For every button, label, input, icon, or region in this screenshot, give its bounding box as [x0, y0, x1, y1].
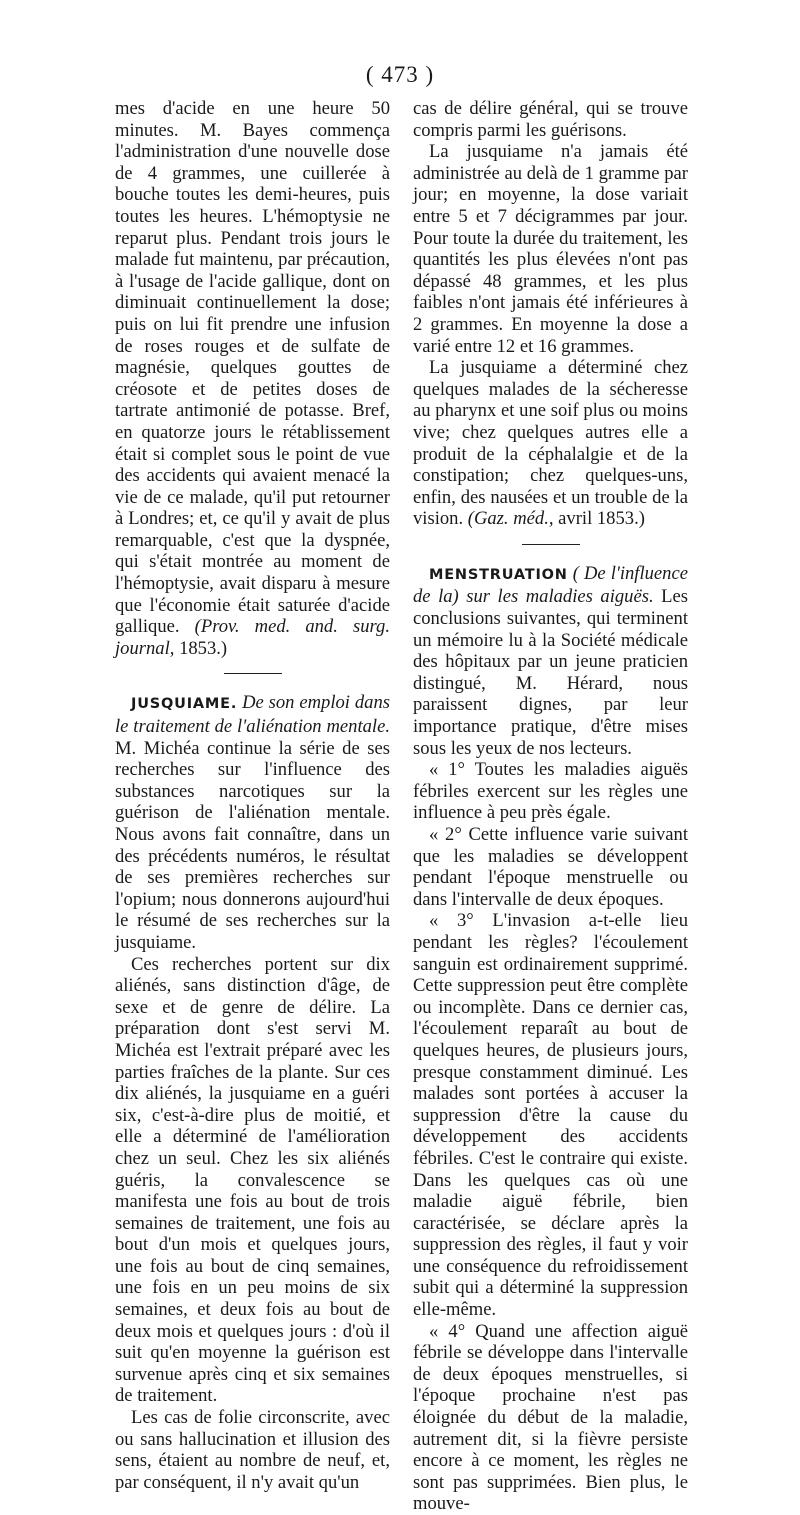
delirium-paragraph: cas de délire général, qui se trouve compris parmi les guérisons.	[413, 98, 688, 141]
conclusion-3: « 3° L'invasion a-t-elle lieu pendant les règles? l'écoulement sanguin est ordinairement supprimé. Cette suppression peut être complète ou incomplète. Dans ce dernier cas, l'écoulement reparaît au bout de quelques heures, de plusieurs jours, presque constamment diminué. Les malades sont portées à accuser la suppression d'être la cause du développement des accidents fébriles. C'est le contraire qui existe. Dans les quelques cas où une maladie aiguë fébrile, bien caractérisée, se déclare après la suppression des règles, il faut y voir une conséquence du refroidissement subit qui a déterminé la suppression elle-même.	[413, 910, 688, 1321]
jusquiame-intro-text: M. Michéa continue la série de ses recherches sur l'influence des substances narcotiques sur la guérison de l'aliénation mentale. Nous avons fait connaître, dans un des précédents numéros, le résultat de ses premières recherches sur l'opium; nous donnerons aujourd'hui le résumé de ses recherches sur la jusquiame.	[115, 737, 390, 953]
side-effects-citation: (Gaz. méd.,	[467, 508, 554, 530]
side-effects-text: La jusquiame a déterminé chez quelques malades de la sécheresse au pharynx et une soif plus ou moins vive; chez quelques autres elle a produit de la céphalalgie et de la constipation; chez quelques-uns, enfin, des nausées et un trouble de la vision.	[413, 357, 688, 530]
menstruation-subtitle: ( De l'influence de la) sur les maladies aiguës.	[413, 562, 688, 608]
left-column	[115, 98, 390, 1493]
section-divider	[522, 544, 580, 545]
conclusion-2: « 2° Cette influence varie suivant que les maladies se développent pendant l'époque menstruelle ou dans l'intervalle de deux époques.	[413, 824, 688, 910]
right-column	[413, 98, 688, 1515]
section-divider	[224, 673, 282, 674]
jusquiame-heading: JUSQUIAME.	[131, 696, 238, 713]
dosage-paragraph: La jusquiame n'a jamais été administrée au delà de 1 gramme par jour; en moyenne, la dose variait entre 5 et 7 décigrammes par jour. Pour toute la durée du traitement, les quantités les plus élevées n'ont pas dépassé 48 grammes, et les plus faibles n'ont jamais été inférieures à 2 grammes. En moyenne la dose a varié entre 12 et 16 grammes.	[413, 141, 688, 357]
menstruation-intro-text: Les conclusions suivantes, qui terminent un mémoire lu à la Société médicale des hôpitaux par un jeune praticien distingué, M. Hérard, nous paraissent dignes, par leur importance pratique, d'être mises sous les yeux de nos lecteurs.	[413, 586, 688, 759]
jusquiame-subtitle: De son emploi dans le traitement de l'aliénation mentale.	[115, 692, 390, 738]
gallic-acid-citation-year: 1853.)	[179, 637, 228, 659]
gallic-acid-paragraph	[115, 98, 390, 659]
page-number: ( 473 )	[365, 62, 435, 87]
conclusion-4: « 4° Quand une affection aiguë fébrile se développe dans l'intervalle de deux époques menstruelles, si l'époque prochaine n'est pas éloignée du début de la maladie, autrement dit, si la fièvre persiste encore à ce moment, les règles ne sont pas supprimées. Bien plus, le mouve-	[413, 1320, 688, 1515]
menstruation-intro-paragraph	[413, 563, 688, 759]
jusquiame-intro-paragraph	[115, 692, 390, 953]
side-effects-paragraph	[413, 357, 688, 530]
gallic-acid-citation: (Prov. med. and. surg. journal,	[115, 616, 390, 659]
menstruation-heading: MENSTRUATION	[429, 566, 568, 583]
side-effects-citation-date: avril 1853.)	[558, 508, 645, 530]
gallic-acid-text: mes d'acide en une heure 50 minutes. M. Bayes commença l'administration d'une nouvelle dose de 4 grammes, une cuillerée à bouche toutes les demi-heures, puis toutes les heures. L'hémoptysie ne reparut plus. Pendant trois jours le malade fut maintenu, par précaution, à l'usage de l'acide gallique, dont on diminuait continuellement la dose; puis on lui fit prendre une infusion de roses rouges et de sulfate de magnésie, quelques gouttes de créosote et de petites doses de tartrate antimonié de potasse. Bref, en quatorze jours le rétablissement était si complet sous le point de vue des accidents qui avaient menacé la vie de ce malade, qu'il put retourner à Londres; et, ce qu'il y avait de plus remarquable, c'est que la dyspnée, qui s'était montrée au moment de l'hémoptysie, avait disparu à mesure que l'économie était saturée d'acide gallique.	[115, 98, 390, 638]
jusquiame-cases-paragraph: Les cas de folie circonscrite, avec ou sans hallucination et illusion des sens, étaient au nombre de neuf, et, par conséquent, il n'y avait qu'un	[115, 1407, 390, 1493]
jusquiame-results-paragraph: Ces recherches portent sur dix aliénés, sans distinction d'âge, de sexe et de genre de délire. La préparation dont s'est servi M. Michéa est l'extrait préparé avec les parties fraîches de la plante. Sur ces dix aliénés, la jusquiame en a guéri six, c'est-à-dire plus de moitié, et elle a déterminé de l'amélioration chez un seul. Chez les six aliénés guéris, la convalescence se manifesta une fois au bout de trois semaines de traitement, une fois au bout d'un mois et quelques jours, une fois au bout de cinq semaines, une fois en un peu moins de six semaines, et deux fois au bout de deux mois et quelques jours : d'où il suit qu'en moyenne la guérison est survenue après cinq et six semaines de traitement.	[115, 953, 390, 1407]
conclusion-1: « 1° Toutes les maladies aiguës fébriles exercent sur les règles une influence à peu près égale.	[413, 759, 688, 824]
